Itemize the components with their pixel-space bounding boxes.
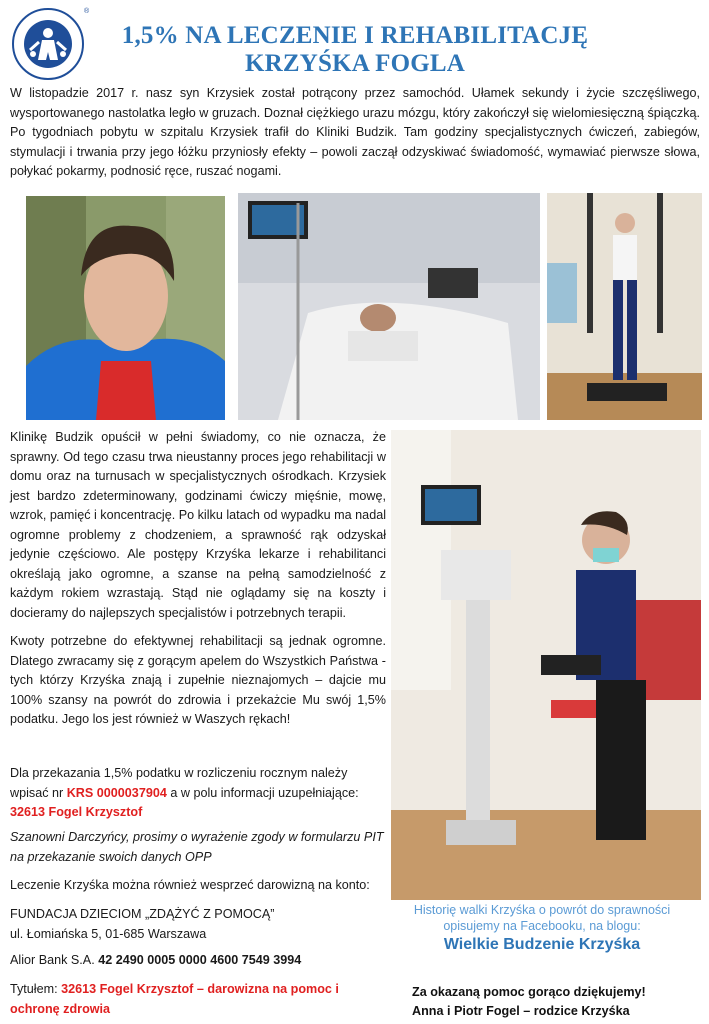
photo-hospital (238, 193, 540, 420)
title-line-1: 1,5% NA LECZENIE I REHABILITACJĘ (121, 22, 589, 49)
foundation-address (10, 905, 386, 944)
transfer-title (10, 980, 360, 1019)
photo-arm-rehabilitation (391, 430, 701, 900)
krs-number: KRS 0000037904 (66, 785, 167, 800)
thanks-note (412, 983, 702, 1021)
account-number: 42 2490 0005 0000 4600 7549 3994 (98, 953, 302, 967)
consent-note: Szanowni Darczyńcy, prosimy o wyrażenie zgody w formularzu PIT na przekazanie swoich danych OPP (10, 830, 384, 864)
paragraph-appeal: Kwoty potrzebne do efektywnej rehabilitacji są jednak ogromne. Dlatego zwracamy się z gorącym apelem do Wszystkich Państwa - tych którzy Krzyśka znają i zupełnie nieznajomych – dajcie mu 100% szansy na powrót do zdrowia i przekażcie Mu swój 1,5% podatku. Jego los jest również w Waszych rękach! (10, 634, 386, 726)
foundation-street: ul. Łomiańska 5, 01-685 Warszawa (10, 926, 207, 941)
photo-exoskeleton (547, 193, 702, 420)
page-title (95, 22, 615, 78)
thanks-line-1: Za okazaną pomoc gorąco dziękujemy! (412, 985, 646, 999)
intro-paragraph: W listopadzie 2017 r. nasz syn Krzysiek został potrącony przez samochód. Ułamek sekundy i życie szczęśliwego, wysportowanego nastolatka legło w gruzach. Doznał ciężkiego urazu mózgu, który zakończył się wielomiesięczną śpiączką. Po tygodniach pobytu w szpitalu Krzysiek trafił do Kliniki Budzik. Tam godziny specjalistycznych ćwiczeń, zabiegów, stymulacji i trwania przy jego łóżku przyniosły efekty – powoli zaczął odzyskiwać świadomość, wymawiać pierwsze słowa, połykać pokarmy, podnosić ręce, ruszać nogami. (10, 86, 700, 178)
transfer-title-value: 32613 Fogel Krzysztof – darowizna na pomoc i ochronę zdrowia (10, 982, 339, 1016)
tax-instructions (10, 764, 386, 823)
tax-code: 32613 Fogel Krzysztof (10, 805, 143, 819)
title-line-2: KRZYŚKA FOGLA (245, 50, 465, 77)
paragraph-rehabilitation: Klinikę Budzik opuścił w pełni świadomy, co nie oznacza, że sprawny. Od tego czasu trwa nieustanny proces jego rehabilitacji w domu oraz na turnusach w specjalistycznych ośrodkach. Krzysiek jest bardzo zdeterminowany, godzinami ćwiczy mięśnie, mowę, wzrok, pamięć i koncentrację. Po kilku latach od wypadku ma nadal ogromne problemy z chodzeniem, a sprawność rąk odzyskał jedynie częściowo. Ale postępy Krzyśka lekarze i rehabilitanci określają jako ogromne, a szanse na pełną samodzielność z każdym rokiem wzrastają. Stąd nie oglądamy się na koszty i docieramy do najlepszych specjalistów i potrzebnych terapii. (10, 430, 386, 620)
caption-text: Historię walki Krzyśka o powrót do sprawności opisujemy na Facebooku, na blogu: (413, 903, 671, 933)
blog-link[interactable]: Wielkie Budzenie Krzyśka (443, 936, 641, 953)
foundation-logo (6, 4, 90, 82)
transfer-title-label: Tytułem: (10, 982, 62, 996)
tax-text-before: Dla przekazania 1,5% podatku w rozliczeniu rocznym należy wpisać nr (10, 766, 348, 800)
donation-intro: Leczenie Krzyśka można również wesprzeć darowizną na konto: (10, 878, 370, 892)
bank-name: Alior Bank S.A. (10, 953, 95, 967)
registered-mark: ® (84, 8, 90, 15)
tax-text-after: a w polu informacji uzupełniające: (166, 785, 359, 800)
photo-portrait (26, 196, 225, 420)
blog-caption (392, 902, 692, 956)
foundation-name: FUNDACJA DZIECIOM „ZDĄŻYĆ Z POMOCĄ” (10, 907, 275, 921)
bank-account (10, 951, 386, 971)
thanks-line-2: Anna i Piotr Fogel – rodzice Krzyśka (412, 1004, 630, 1018)
